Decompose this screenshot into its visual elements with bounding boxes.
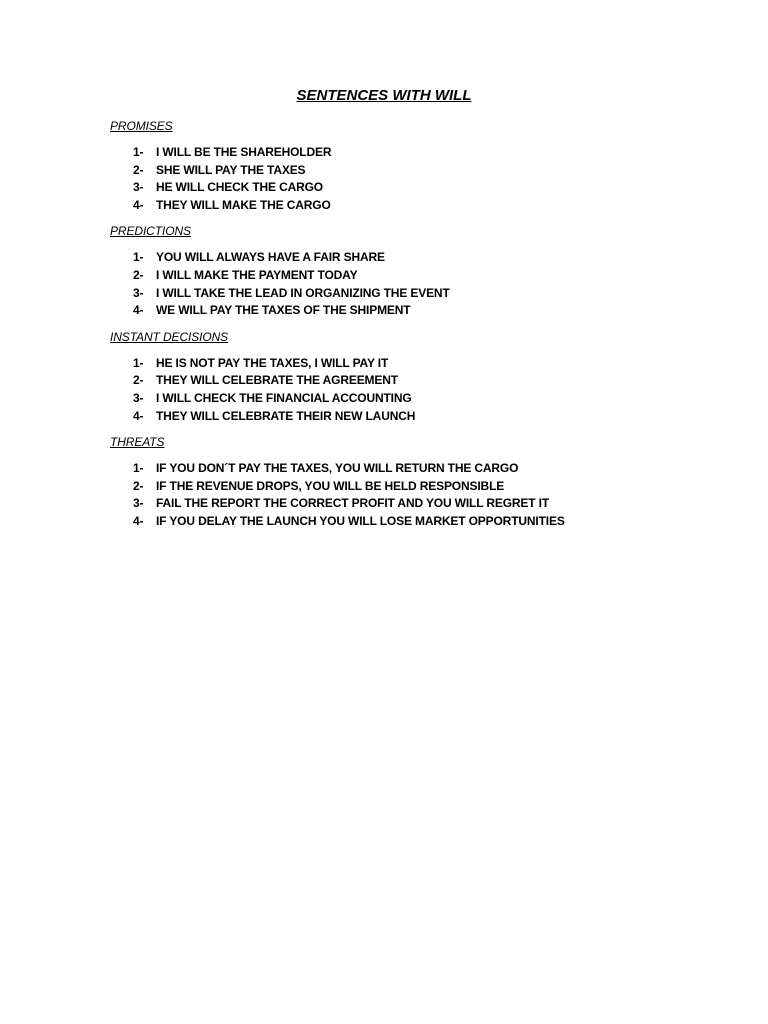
item-number: 2- [133,162,144,177]
item-number: 2- [133,267,144,282]
list-item [110,372,730,390]
item-number: 2- [133,373,144,388]
sentence-list [110,144,730,214]
item-text: THEY WILL CELEBRATE THEIR NEW LAUNCH [156,408,416,423]
page-title: SENTENCES WITH WILL [296,87,472,104]
list-item [110,390,730,408]
item-number: 4- [133,513,144,528]
item-text: THEY WILL CELEBRATE THE AGREEMENT [156,373,398,388]
item-text: HE IS NOT PAY THE TAXES, I WILL PAY IT [156,355,389,370]
item-number: 1- [133,145,144,159]
section-predictions [110,223,730,319]
item-text: FAIL THE REPORT THE CORRECT PROFIT AND YOU WILL REGRET IT [156,496,550,511]
item-text: I WILL CHECK THE FINANCIAL ACCOUNTING [156,390,412,405]
section-promises [110,118,730,214]
list-item [110,162,730,180]
item-number: 2- [133,478,144,493]
item-number: 1- [133,461,144,476]
item-text: I WILL BE THE SHAREHOLDER [156,145,332,159]
section-threats [110,434,730,530]
item-number: 4- [133,303,144,318]
item-number: 4- [133,197,144,212]
section-instant-decisions [110,329,730,425]
document-body [110,118,730,540]
sentence-list [110,460,730,530]
item-number: 3- [133,390,144,405]
item-number: 1- [133,250,144,265]
list-item [110,408,730,426]
item-number: 4- [133,408,144,423]
section-heading: THREATS [110,435,165,450]
item-text: IF THE REVENUE DROPS, YOU WILL BE HELD RESPONSIBLE [156,478,505,493]
list-item [110,267,730,285]
item-text: THEY WILL MAKE THE CARGO [156,197,331,212]
list-item [110,355,730,373]
list-item [110,513,730,531]
list-item [110,495,730,513]
item-number: 3- [133,496,144,511]
sentence-list [110,355,730,425]
item-text: IF YOU DELAY THE LAUNCH YOU WILL LOSE MARKET OPPORTUNITIES [156,513,565,528]
item-number: 3- [133,285,144,300]
list-item [110,460,730,478]
item-text: HE WILL CHECK THE CARGO [156,180,323,195]
item-text: IF YOU DON´T PAY THE TAXES, YOU WILL RETURN THE CARGO [156,461,519,476]
item-text: WE WILL PAY THE TAXES OF THE SHIPMENT [156,303,411,318]
section-heading: PROMISES [110,119,173,133]
list-item [110,249,730,267]
list-item [110,285,730,303]
section-heading: INSTANT DECISIONS [110,329,229,344]
list-item [110,144,730,162]
list-item [110,302,730,320]
list-item [110,197,730,215]
item-number: 3- [133,180,144,195]
list-item [110,478,730,496]
sentence-list [110,249,730,319]
item-text: SHE WILL PAY THE TAXES [156,162,306,177]
item-text: I WILL MAKE THE PAYMENT TODAY [156,267,358,282]
section-heading: PREDICTIONS [110,224,191,239]
item-number: 1- [133,355,144,370]
item-text: I WILL TAKE THE LEAD IN ORGANIZING THE EVENT [156,285,450,300]
item-text: YOU WILL ALWAYS HAVE A FAIR SHARE [156,250,385,265]
list-item [110,179,730,197]
